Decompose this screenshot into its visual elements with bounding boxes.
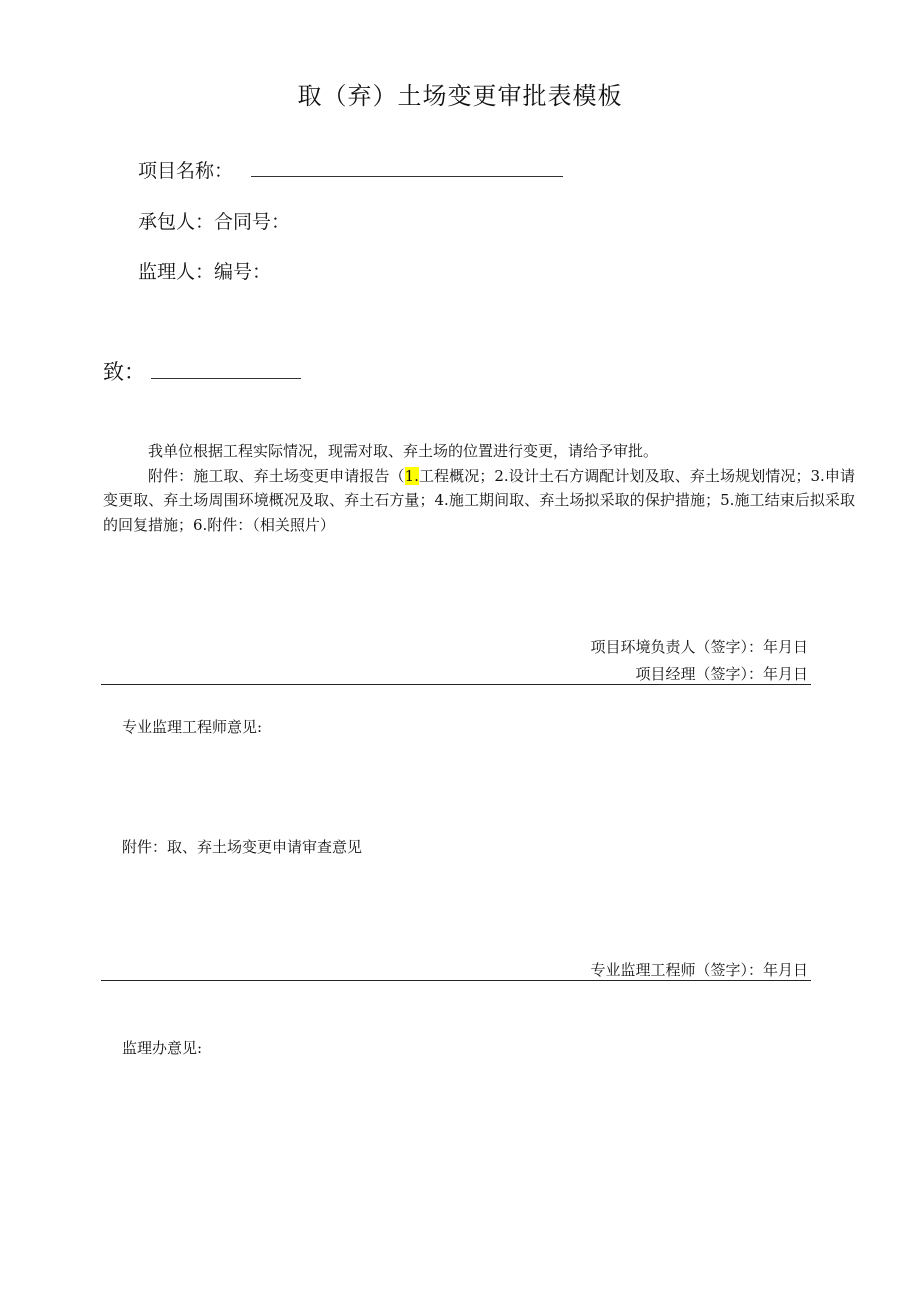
addressee-row — [103, 356, 301, 386]
project-name-row — [138, 156, 563, 183]
project-manager-signature: 项目经理（签字）：年月日 — [635, 665, 808, 683]
addressee-blank[interactable] — [151, 358, 301, 379]
env-manager-signature: 项目环境负责人（签字）：年月日 — [590, 638, 808, 656]
highlighted-number: 1. — [404, 466, 419, 485]
engineer-opinion-label: 专业监理工程师意见: — [122, 718, 263, 736]
contractor-label: 承包人：合同号： — [138, 211, 291, 233]
project-name-blank[interactable] — [251, 158, 563, 177]
review-attachment-label: 附件：取、弃土场变更申请审查意见 — [122, 838, 363, 856]
engineer-signature: 专业监理工程师（签字）：年月日 — [590, 961, 808, 979]
office-opinion-label: 监理办意见: — [122, 1039, 203, 1057]
supervisor-label: 监理人：编号： — [138, 261, 272, 283]
section-divider — [101, 980, 811, 981]
page-title: 取（弃）土场变更审批表模板 — [297, 82, 623, 110]
attachment-prefix: 附件：施工取、弃土场变更申请报告（ — [148, 466, 405, 485]
section-divider — [101, 684, 811, 685]
attachment-list: 工程概况；2.设计土石方调配计划及取、弃土场规划情况；3.申请变更取、弃土场周围环境概况及取、弃土石方量；4.施工期间取、弃土场拟采取的保护措施；5.施工结束后拟采取的回复措施；6.附件：（相关照片） — [103, 466, 855, 534]
attachment-paragraph — [103, 464, 855, 538]
addressee-label: 致： — [103, 360, 145, 384]
project-name-label: 项目名称： — [138, 160, 234, 182]
request-body — [103, 439, 855, 537]
request-paragraph: 我单位根据工程实际情况，现需对取、弃土场的位置进行变更，请给予审批。 — [148, 442, 659, 460]
